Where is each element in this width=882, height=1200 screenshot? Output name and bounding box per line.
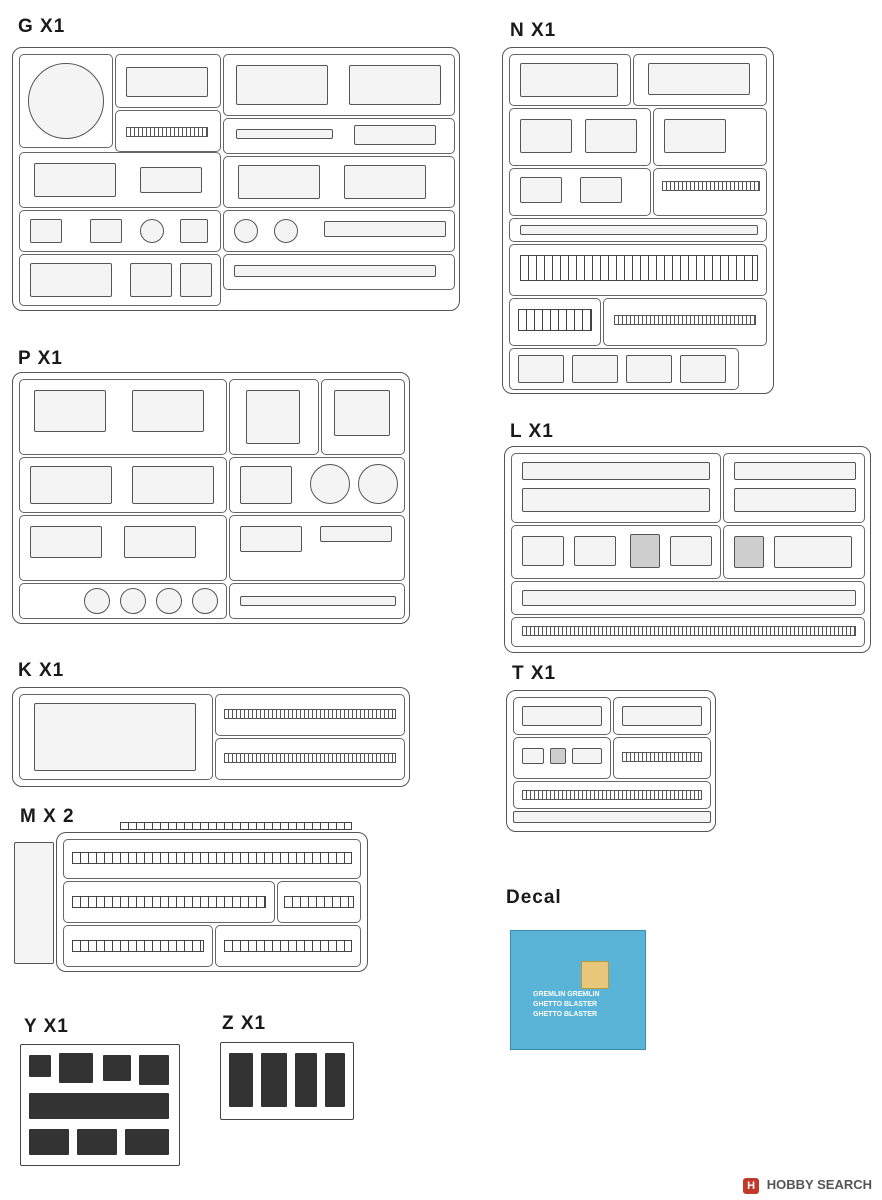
pe-part (59, 1053, 93, 1083)
sprue-t-frame (506, 690, 716, 832)
photo-etch-z (220, 1042, 354, 1120)
small-parts-row (622, 752, 702, 762)
sprue-g-cell (19, 254, 221, 306)
sprue-k-cell (19, 694, 213, 780)
sprue-p-cell (229, 583, 405, 619)
small-parts-row (240, 596, 396, 606)
plate-part (585, 119, 637, 153)
sprue-n-cell (653, 108, 767, 166)
pe-part (29, 1055, 51, 1077)
sprue-g-frame (12, 47, 460, 311)
sprue-g-cell (223, 118, 455, 154)
pe-part (29, 1129, 69, 1155)
track-link-row (224, 709, 396, 719)
wheel-part (274, 219, 298, 243)
small-parts-row (734, 488, 856, 512)
sprocket-part (310, 464, 350, 504)
box-part (30, 219, 62, 243)
sprue-g-cell (19, 210, 221, 252)
sprue-k-frame (12, 687, 410, 787)
sprue-g-cell (223, 54, 455, 116)
small-parts-row (522, 462, 710, 480)
sprue-m-cell (63, 839, 361, 879)
hobby-search-watermark (743, 1177, 872, 1194)
turret-ring-part (28, 63, 104, 139)
box-part (670, 536, 712, 566)
sprue-k-cell (215, 694, 405, 736)
sprue-n-cell (653, 168, 767, 216)
small-parts-row (774, 536, 852, 568)
decal-sheet (510, 930, 646, 1050)
pe-part (29, 1093, 169, 1119)
engine-deck-part (34, 163, 116, 197)
sprue-n-cell (509, 218, 767, 242)
pe-part (261, 1053, 287, 1107)
small-parts-row (513, 811, 711, 823)
sprue-n-cell (509, 108, 651, 166)
sprue-p-cell (19, 457, 227, 513)
fender-part (140, 167, 202, 193)
sprue-g-cell (19, 152, 221, 208)
turret-part (334, 390, 390, 436)
decal-marking (581, 961, 609, 989)
bracket-part (354, 125, 436, 145)
gun-mount-part (344, 165, 426, 199)
wheel-part (192, 588, 218, 614)
sprue-g-cell (115, 54, 221, 108)
sprue-p-cell (229, 379, 319, 455)
small-parts-row (734, 462, 856, 480)
sprue-p-cell (229, 457, 405, 513)
box-part (522, 748, 544, 764)
bogie-row (518, 309, 592, 331)
road-wheel-row (520, 255, 758, 281)
plate-part (520, 177, 562, 203)
small-parts-row (522, 488, 710, 512)
hull-part (520, 63, 618, 97)
plate-part (130, 263, 172, 297)
box-part (572, 355, 618, 383)
link-part (662, 181, 760, 191)
wheel-part (156, 588, 182, 614)
photo-etch-y (20, 1044, 180, 1166)
small-parts-row (522, 590, 856, 606)
sprue-l-cell (511, 581, 865, 615)
sprue-n-cell (603, 298, 767, 346)
decal-line: GREMLIN GREMLIN (533, 991, 600, 998)
pe-part (325, 1053, 345, 1107)
sprue-l-cell (723, 453, 865, 523)
plate-part (580, 177, 622, 203)
plate-part (180, 263, 212, 297)
sprue-t-cell (513, 781, 711, 809)
decal-title: Decal (506, 887, 562, 908)
sprue-t-cell (613, 697, 711, 735)
box-part (90, 219, 122, 243)
hull-part (126, 67, 208, 97)
sprue-p-cell (321, 379, 405, 455)
sprue-n-cell (509, 168, 651, 216)
box-part (572, 748, 602, 764)
vent-part (126, 127, 208, 137)
sprue-t-cell (613, 737, 711, 779)
sprue-z-title: Z X1 (222, 1013, 267, 1034)
sprue-m-title: M X 2 (20, 806, 75, 827)
sprue-p-cell (229, 515, 405, 581)
box-part (180, 219, 208, 243)
small-parts-row (520, 225, 758, 235)
gun-part (246, 390, 300, 444)
sprue-m-frame (56, 832, 368, 972)
track-link-row (284, 896, 354, 908)
hull-part (648, 63, 750, 95)
box-part (680, 355, 726, 383)
sprue-m-cell (215, 925, 361, 967)
sprue-t-cell (513, 697, 611, 735)
sprue-l-cell (511, 453, 721, 523)
small-parts-row (324, 221, 446, 237)
plate-part (132, 466, 214, 504)
plate-part (520, 119, 572, 153)
sprue-g-title: G X1 (18, 16, 66, 37)
pe-part (77, 1129, 117, 1155)
bracket-part (320, 526, 392, 542)
box-part (734, 536, 764, 568)
bracket-part (240, 526, 302, 552)
box-part (518, 355, 564, 383)
watermark-text: HOBBY SEARCH (766, 1177, 872, 1192)
small-parts-row (522, 626, 856, 636)
decal-line: GHETTO BLASTER (533, 1011, 598, 1018)
sprue-l-cell (723, 525, 865, 579)
sprue-t-title: T X1 (512, 663, 557, 684)
wheel-part (120, 588, 146, 614)
sprue-n-cell (509, 298, 601, 346)
track-link-row (72, 896, 266, 908)
box-part (630, 534, 660, 568)
box-part (574, 536, 616, 566)
sprue-n-cell (509, 244, 767, 296)
small-parts-row (522, 706, 602, 726)
sprue-g-cell (223, 156, 455, 208)
wheel-part (140, 219, 164, 243)
track-link-row (224, 940, 352, 952)
wheel-row (614, 315, 756, 325)
box-part (626, 355, 672, 383)
sprue-p-title: P X1 (18, 348, 63, 369)
sprue-l-cell (511, 617, 865, 647)
small-parts-row (522, 790, 702, 800)
sprue-g-cell (19, 54, 113, 148)
armor-part (664, 119, 726, 153)
plate-part (30, 263, 112, 297)
sprue-n-cell (509, 54, 631, 106)
track-pin-row (120, 822, 352, 830)
sprue-p-cell (19, 379, 227, 455)
sprue-g-cell (115, 110, 221, 152)
gun-mount-part (238, 165, 320, 199)
engine-part (34, 390, 106, 432)
small-parts-row (234, 265, 436, 277)
pe-part (125, 1129, 169, 1155)
box-part (550, 748, 566, 764)
pe-part (229, 1053, 253, 1107)
wheel-part (84, 588, 110, 614)
engine-part (132, 390, 204, 432)
sprue-y-title: Y X1 (24, 1016, 69, 1037)
small-parts-row (622, 706, 702, 726)
box-part (240, 466, 292, 504)
hull-plate-part (236, 65, 328, 105)
box-part (522, 536, 564, 566)
pe-part (139, 1055, 169, 1085)
sprue-n-frame (502, 47, 774, 394)
track-link-row (72, 852, 352, 864)
pe-part (103, 1055, 131, 1081)
bar-part (236, 129, 333, 139)
sprue-g-cell (223, 210, 455, 252)
sprue-l-title: L X1 (510, 421, 554, 442)
sprue-n-title: N X1 (510, 20, 557, 41)
sprue-p-frame (12, 372, 410, 624)
sprue-m-cell (277, 881, 361, 923)
sprue-p-cell (19, 583, 227, 619)
sprue-n-cell (509, 348, 739, 390)
track-link-row (224, 753, 396, 763)
decal-line: GHETTO BLASTER (533, 1001, 598, 1008)
wheel-part (234, 219, 258, 243)
track-link-row (72, 940, 204, 952)
plate-part (30, 526, 102, 558)
sprue-l-cell (511, 525, 721, 579)
plate-part (124, 526, 196, 558)
sprue-l-frame (504, 446, 871, 653)
sprue-p-cell (19, 515, 227, 581)
hull-plate-part (349, 65, 441, 105)
plate-part (30, 466, 112, 504)
sprue-n-cell (633, 54, 767, 106)
hull-bottom-part (34, 703, 196, 771)
hobby-search-logo-icon: H (743, 1178, 759, 1194)
sprue-g-cell (223, 254, 455, 290)
sprue-t-cell (513, 737, 611, 779)
sprocket-part (358, 464, 398, 504)
sprue-m-cell (63, 881, 275, 923)
pe-part (295, 1053, 317, 1107)
track-pin-column (14, 842, 54, 964)
sprue-k-title: K X1 (18, 660, 65, 681)
sprue-k-cell (215, 738, 405, 780)
sprue-m-cell (63, 925, 213, 967)
